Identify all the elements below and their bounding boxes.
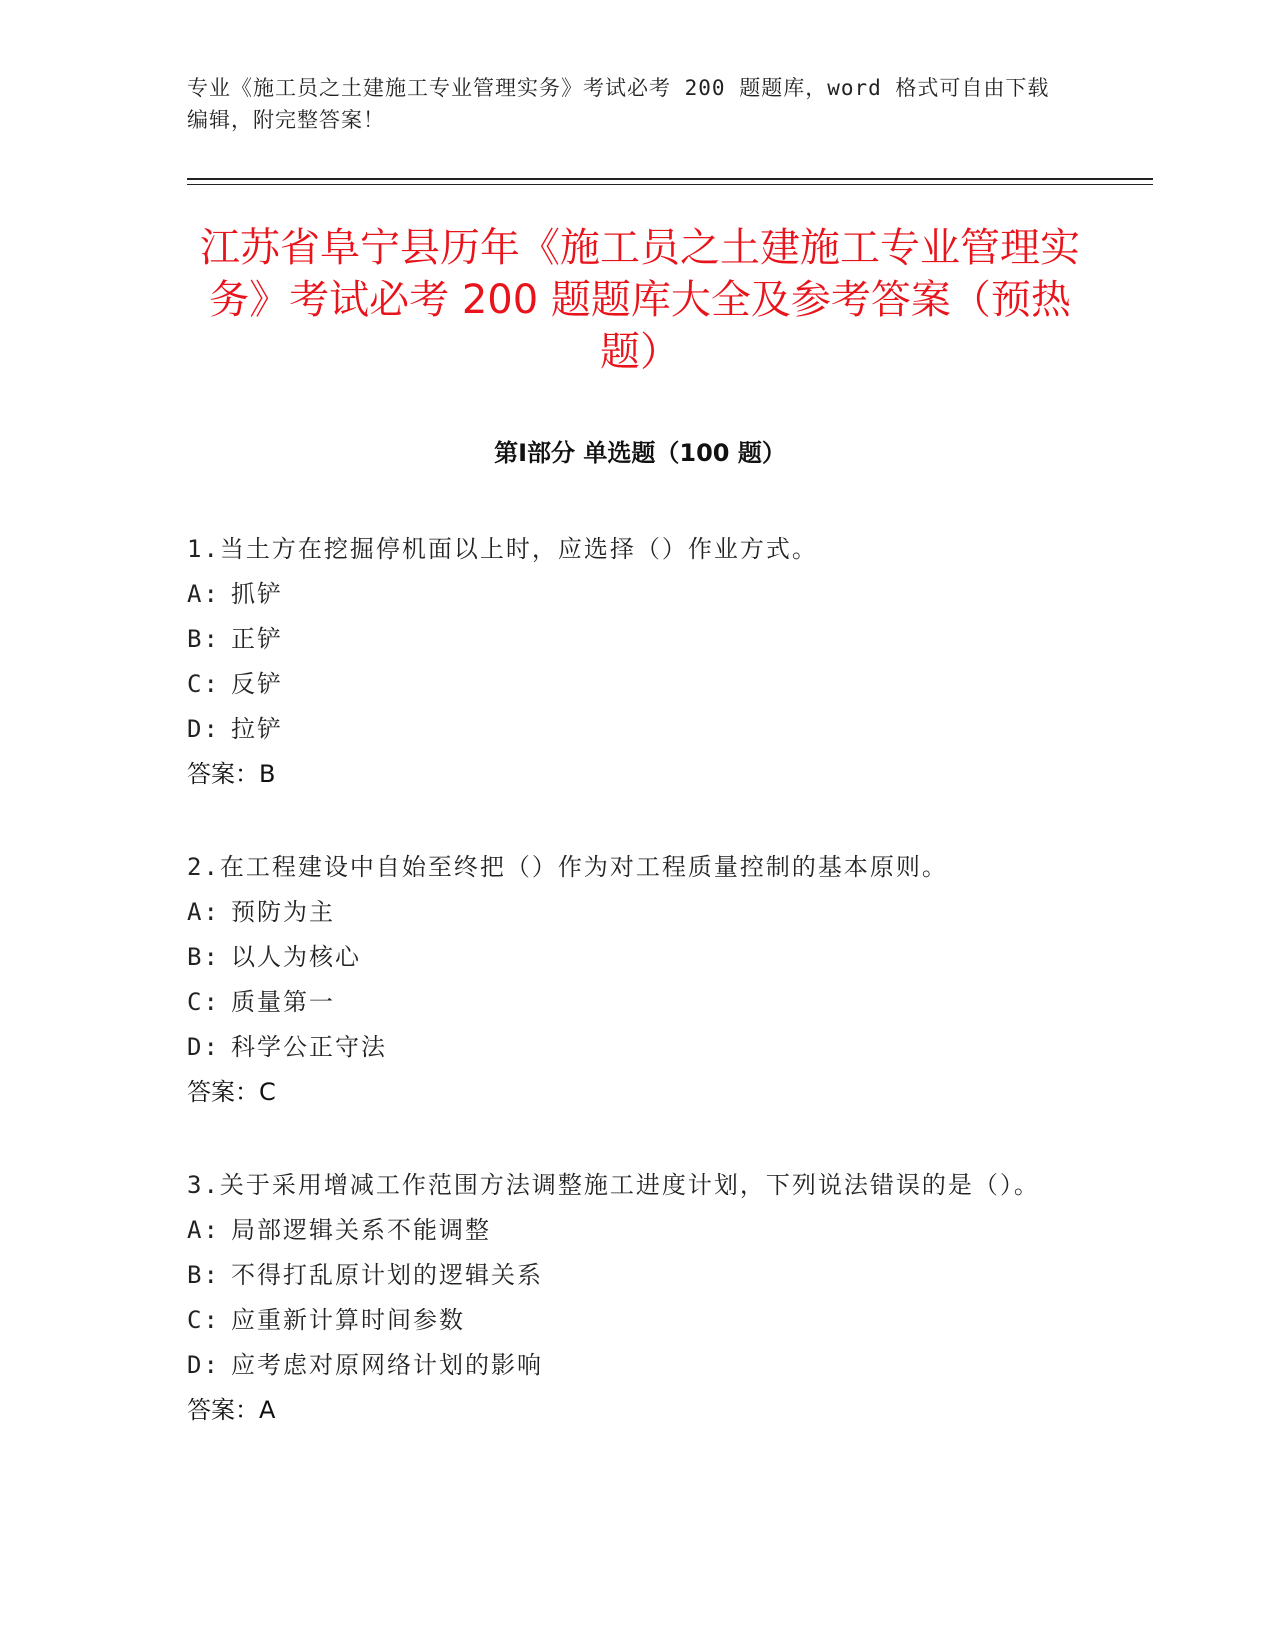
option-b <box>187 1253 1067 1298</box>
option-text: 以人为核心 <box>231 943 361 971</box>
option-c <box>187 1298 1067 1343</box>
option-letter: C: <box>187 1306 220 1334</box>
option-letter: D: <box>187 1033 220 1061</box>
option-b <box>187 617 1067 662</box>
question-3 <box>187 1163 1067 1433</box>
option-letter: B: <box>187 1261 220 1289</box>
document-title: 江苏省阜宁县历年《施工员之土建施工专业管理实务》考试必考 200 题题库大全及参考答案（预热题） <box>200 225 1080 375</box>
option-d <box>187 1025 1067 1070</box>
option-a <box>187 890 1067 935</box>
option-text: 局部逻辑关系不能调整 <box>231 1216 491 1244</box>
option-text: 应考虑对原网络计划的影响 <box>231 1351 543 1379</box>
question-1 <box>187 527 1067 797</box>
option-letter: A: <box>187 898 220 926</box>
option-a <box>187 572 1067 617</box>
question-2 <box>187 845 1067 1115</box>
option-d <box>187 707 1067 752</box>
option-text: 正铲 <box>231 625 283 653</box>
question-stem: 3.关于采用增减工作范围方法调整施工进度计划，下列说法错误的是（）。 <box>187 1171 1040 1199</box>
option-d <box>187 1343 1067 1388</box>
header-divider-thick <box>187 178 1153 180</box>
option-letter: B: <box>187 943 220 971</box>
header-note: 专业《施工员之土建施工专业管理实务》考试必考 200 题题库，word 格式可自由下载编辑，附完整答案！ <box>187 76 1050 132</box>
answer-label: 答案：B <box>187 760 276 788</box>
answer-label: 答案：C <box>187 1078 276 1106</box>
option-letter: C: <box>187 670 220 698</box>
option-text: 质量第一 <box>231 988 335 1016</box>
question-stem: 2.在工程建设中自始至终把（）作为对工程质量控制的基本原则。 <box>187 853 948 881</box>
option-letter: D: <box>187 1351 220 1379</box>
option-c <box>187 662 1067 707</box>
option-letter: A: <box>187 1216 220 1244</box>
option-letter: C: <box>187 988 220 1016</box>
option-c <box>187 980 1067 1025</box>
option-text: 抓铲 <box>231 580 283 608</box>
answer-label: 答案：A <box>187 1396 276 1424</box>
option-text: 应重新计算时间参数 <box>231 1306 465 1334</box>
option-text: 科学公正守法 <box>231 1033 387 1061</box>
question-stem: 1.当土方在挖掘停机面以上时，应选择（）作业方式。 <box>187 535 818 563</box>
option-a <box>187 1208 1067 1253</box>
option-text: 拉铲 <box>231 715 283 743</box>
header-divider-thin <box>187 184 1153 185</box>
option-text: 不得打乱原计划的逻辑关系 <box>231 1261 543 1289</box>
option-letter: B: <box>187 625 220 653</box>
option-text: 预防为主 <box>231 898 335 926</box>
option-letter: A: <box>187 580 220 608</box>
section-heading: 第Ⅰ部分 单选题（100 题） <box>494 439 786 467</box>
option-text: 反铲 <box>231 670 283 698</box>
option-letter: D: <box>187 715 220 743</box>
option-b <box>187 935 1067 980</box>
